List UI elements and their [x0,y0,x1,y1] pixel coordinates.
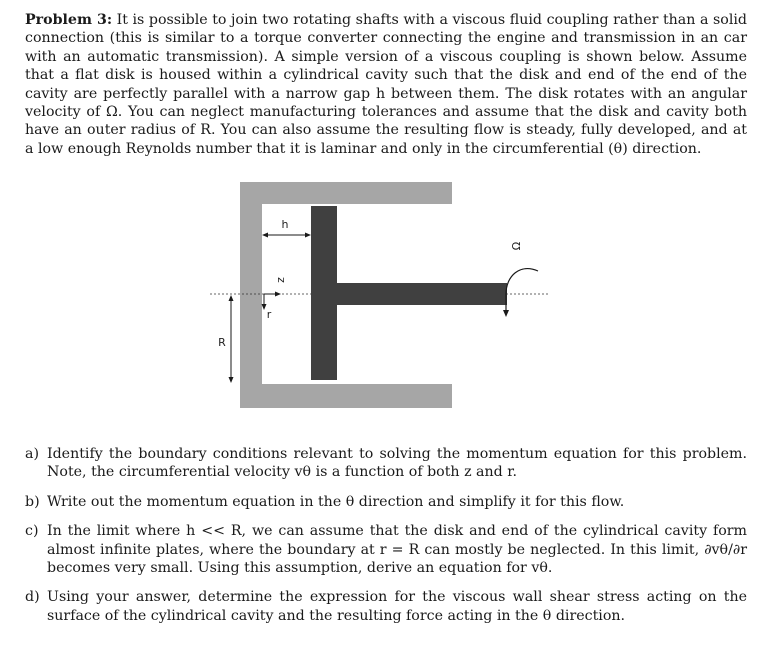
part-label: c) [25,523,39,540]
part-text: Using your answer, determine the expression for the viscous wall shear stress acting on the surface of the cylindrical cavity and the resulting force acting in the θ direction. [47,589,747,624]
question-parts [25,445,747,636]
cavity-bottom-wall [240,384,452,408]
R-arrow-bottom [229,377,234,383]
rotation-arrow [506,269,538,313]
part-text: Write out the momentum equation in the θ direction and simplify it for this flow. [47,493,625,510]
part-label: b) [25,493,40,510]
cavity-top-wall [240,182,452,204]
problem-label: Problem 3: [25,12,113,28]
z-label: z [274,277,287,283]
h-label: h [281,218,289,231]
part-label: d) [25,589,40,606]
part-text: Identify the boundary conditions relevant to solving the momentum equation for this problem. Note, the circumferential velocity vθ is a function of both z and r. [47,446,747,481]
omega-label: Ω [510,241,523,251]
rotation-arrow-head [503,310,509,317]
part-b [25,493,747,511]
shaft [337,283,507,305]
part-label: a) [25,446,39,462]
part-a [25,445,747,482]
problem-text: It is possible to join two rotating shafts with a viscous fluid coupling rather than a solid connection (this is similar to a torque converter connecting the engine and transmission in an car with an automatic transmission). A simple version of a viscous coupling is shown below. Assume that a flat disk is housed within a cylindrical cavity such that the disk and end of the end of the cavity are perfectly parallel with a narrow gap h between them. The disk rotates with an angular velocity of Ω. You can neglect manufacturing tolerances and assume that the disk and cavity both have an outer radius of R. You can also assume the resulting flow is steady, fully developed, and at a low enough Reynolds number that it is laminar and only in the circumferential (θ) direction. [25,12,747,157]
z-axis-arrow [275,292,281,297]
part-c [25,522,747,577]
viscous-coupling-diagram [200,176,560,416]
R-label: R [218,336,226,349]
disk [311,206,337,380]
r-label: r [266,308,272,321]
R-arrow-top [229,295,234,301]
part-d [25,588,747,625]
h-arrow-right [305,233,311,238]
h-arrow-left [262,233,268,238]
problem-statement [25,11,747,158]
cavity-end-wall [240,182,262,408]
part-text: In the limit where h << R, we can assume that the disk and end of the cylindrical cavity form almost infinite plates, where the boundary at r = R can mostly be neglected. In this limit, ∂vθ/∂r becomes very small. Using this assumption, derive an equation for vθ. [47,523,747,577]
